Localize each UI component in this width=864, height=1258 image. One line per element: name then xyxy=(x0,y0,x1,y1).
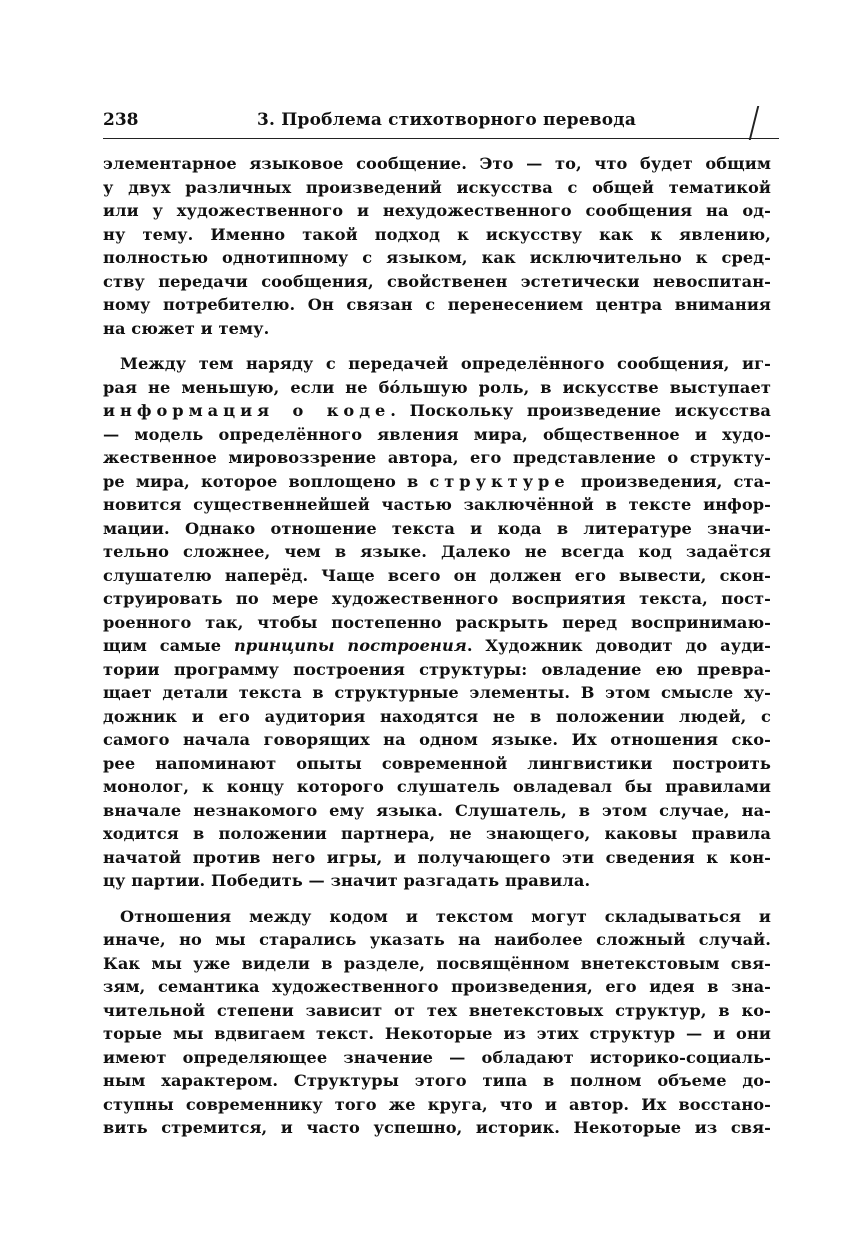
text-line: роенного так, чтобы постепенно раскрыть перед воспринимаю- xyxy=(103,612,771,632)
text-line: имеют определяющее значение — обладают историко-социаль- xyxy=(103,1047,771,1067)
text-line: цу партии. Победить — значит разгадать правила. xyxy=(103,871,591,890)
text-line: чительной степени зависит от тех внетекстовых структур, в ко- xyxy=(103,1000,771,1020)
body-text xyxy=(103,152,771,1140)
emphasis-spaced: структуре xyxy=(429,471,570,491)
emphasis-spaced: информация о коде xyxy=(103,401,391,420)
text-line: полностью однотипному с языком, как исключительно к сред- xyxy=(103,248,771,267)
header-rule xyxy=(103,138,779,139)
text-line: или у художественного и нехудожественного сообщения на од- xyxy=(103,201,771,220)
text-line: элементарное языковое сообщение. Это — то, что будет общим xyxy=(103,154,771,173)
text-line: вначале незнакомого ему языка. Слушатель, в этом случае, на- xyxy=(103,800,771,820)
running-head xyxy=(103,96,771,134)
scan-mark xyxy=(749,106,759,140)
text-line: щает детали текста в структурные элементы. В этом смысле ху- xyxy=(103,683,771,702)
chapter-title: 3. Проблема стихотворного перевода xyxy=(257,110,637,130)
text-line: у двух различных произведений искусства с общей тематикой xyxy=(103,177,771,197)
text-line: торые мы вдвигаем текст. Некоторые из этих структур — и они xyxy=(103,1024,771,1043)
text-line: начатой против него игры, и получающего эти сведения к кон- xyxy=(103,847,771,867)
text-line: ным характером. Структуры этого типа в полном объеме до- xyxy=(103,1071,771,1090)
emphasis-italic: принципы построения xyxy=(234,636,467,655)
text-line: жественное мировоззрение автора, его представление о структу- xyxy=(103,448,771,467)
book-page xyxy=(103,96,771,1140)
text-line: на сюжет и тему. xyxy=(103,318,270,338)
text-line: тории программу построения структуры: овладение ею превра- xyxy=(103,659,771,679)
text-line: рая не меньшую, если не бо́льшую роль, в искусстве выступает xyxy=(103,377,771,397)
text-line: зям, семантика художественного произведения, его идея в зна- xyxy=(103,977,771,996)
paragraph-gap xyxy=(103,893,771,905)
text-line: самого начала говорящих на одном языке. Их отношения ско- xyxy=(103,730,771,749)
text-line: вить стремится, и часто успешно, историк. Некоторые из свя- xyxy=(103,1118,771,1137)
paragraph-1 xyxy=(103,152,771,340)
text-line: новится существеннейшей частью заключённой в тексте инфор- xyxy=(103,495,771,514)
text-line: Между тем наряду с передачей определённого сообщения, иг- xyxy=(120,354,771,373)
text-line: тельно сложнее, чем в языке. Далеко не всегда код задаётся xyxy=(103,542,771,561)
text-line: рее напоминают опыты современной лингвистики построить xyxy=(103,753,771,773)
paragraph-2 xyxy=(103,352,771,893)
text-line: Как мы уже видели в разделе, посвящённом внетекстовым свя- xyxy=(103,953,771,973)
text-line: иначе, но мы старались указать на наиболее сложный случай. xyxy=(103,930,771,949)
text-line: слушателю наперёд. Чаще всего он должен его вывести, скон- xyxy=(103,565,771,585)
text-line: щим самые принципы построения. Художник доводит до ауди- xyxy=(103,636,772,655)
text-line: Отношения между кодом и текстом могут складываться и xyxy=(120,906,771,926)
text-line: ству передачи сообщения, свойственен эстетически невоспитан- xyxy=(103,271,771,291)
text-line: ходится в положении партнера, не знающего, каковы правила xyxy=(103,824,771,843)
text-line: ступны современнику того же круга, что и автор. Их восстано- xyxy=(103,1094,771,1114)
text-line: информация о коде. Поскольку произведение искусства xyxy=(103,401,772,420)
text-line: — модель определённого явления мира, общественное и худо- xyxy=(103,424,771,444)
paragraph-3 xyxy=(103,905,771,1140)
text-line: дожник и его аудитория находятся не в положении людей, с xyxy=(103,706,771,726)
text-line: ре мира, которое воплощено в структуре произведения, ста- xyxy=(103,471,771,491)
paragraph-gap xyxy=(103,340,771,352)
page-number: 238 xyxy=(103,110,139,130)
text-line: монолог, к концу которого слушатель овладевал бы правилами xyxy=(103,777,771,796)
text-line: ну тему. Именно такой подход к искусству как к явлению, xyxy=(103,224,771,244)
text-line: ному потребителю. Он связан с перенесением центра внимания xyxy=(103,295,771,314)
text-line: мации. Однако отношение текста и кода в литературе значи- xyxy=(103,518,771,538)
text-line: струировать по мере художественного восприятия текста, пост- xyxy=(103,589,771,608)
